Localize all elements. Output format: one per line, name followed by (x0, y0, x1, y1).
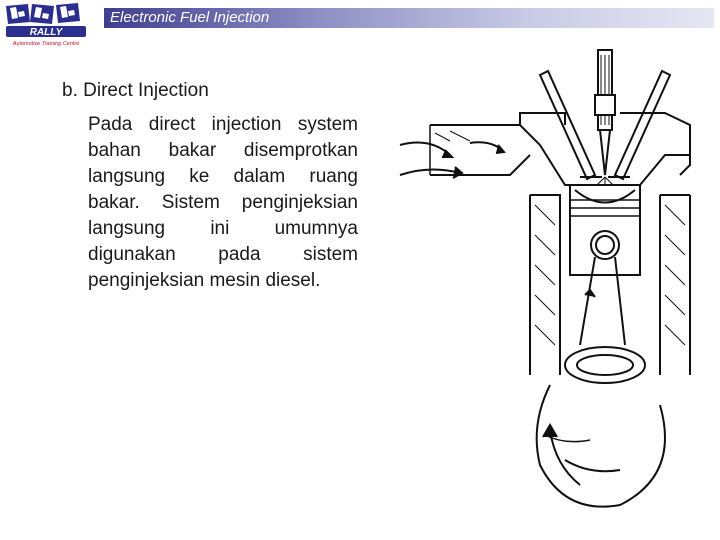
fuel-injector (595, 50, 615, 190)
section-heading: b. Direct Injection (62, 80, 209, 101)
header-title: Electronic Fuel Injection (110, 9, 270, 26)
intake-valve (540, 71, 602, 179)
body-paragraph: Pada direct injection system bahan bakar disemprotkan langsung ke dalam ruang bakar. Sistem penginjeksian langsung ini umumnya digunakan pada sistem penginjeksian mesin diesel. (88, 114, 358, 291)
direct-injection-engine-diagram (390, 45, 710, 535)
airflow-arrow-icon (400, 142, 504, 178)
piston (570, 185, 640, 275)
logo-text: RALLY (29, 27, 63, 38)
checkered-flag-icon (6, 3, 80, 24)
intake-port (430, 125, 540, 175)
logo-subtext: Automotive Training Centre (12, 41, 80, 47)
rotation-arrow-icon (543, 425, 580, 485)
exhaust-valve (608, 71, 670, 179)
rally-logo (2, 2, 92, 48)
crankshaft (537, 347, 665, 507)
